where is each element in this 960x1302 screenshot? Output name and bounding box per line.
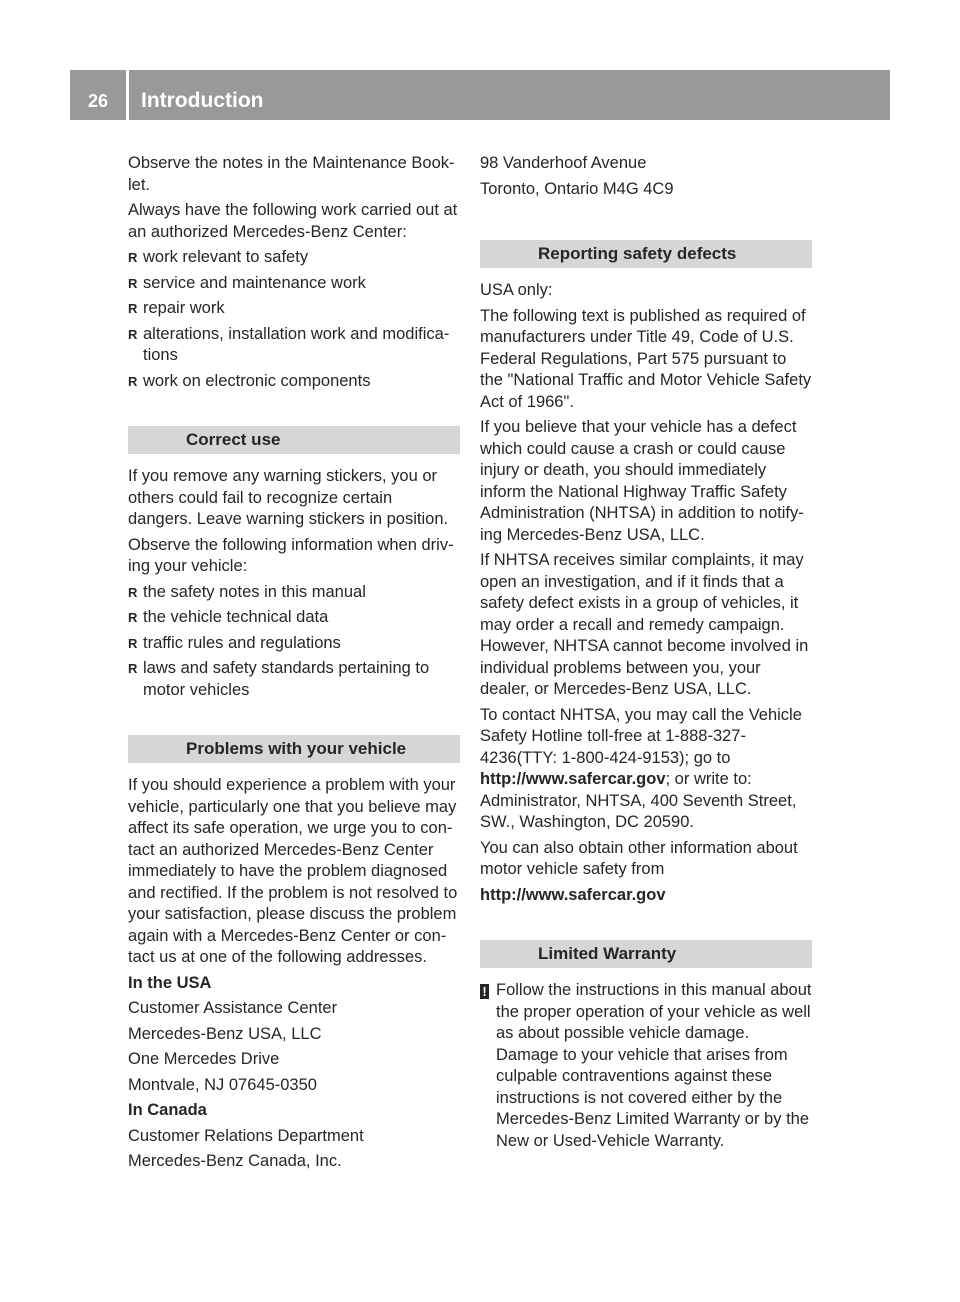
usa-address-line: One Mercedes Drive <box>128 1050 280 1068</box>
safercar-link[interactable]: http://www.safercar.gov <box>480 770 666 788</box>
reporting-paragraph-2: If you believe that your vehicle has a defect which could cause a crash or could cause injury or death, you should immediately inform the National Highway Traffic Safety Administration (NHTSA) in addition to notify-ing Mercedes-Benz USA, LLC. <box>480 418 804 544</box>
bullet-icon: R <box>128 661 138 676</box>
list-item: R work relevant to safety <box>128 247 460 269</box>
section-heading-warranty: Limited Warranty <box>480 940 812 968</box>
usa-address-line: Mercedes-Benz USA, LLC <box>128 1024 322 1043</box>
list-item: R work on electronic components <box>128 371 460 393</box>
reporting-paragraph-1: The following text is published as required of manufacturers under Title 49, Code of U.S. Federal Regulations, Part 575 pursuant to the "National Traffic and Motor Vehicle Safety Act of 1966". <box>480 306 812 411</box>
warning-icon: ! <box>480 984 489 999</box>
canada-address-line: Mercedes-Benz Canada, Inc. <box>128 1152 342 1170</box>
list-item: R traffic rules and regulations <box>128 633 460 655</box>
usa-address-line: Montvale, NJ 07645-0350 <box>128 1075 317 1094</box>
intro-paragraph-1: Observe the notes in the Maintenance Book-let. <box>128 154 455 194</box>
canada-label: In Canada <box>128 1101 207 1119</box>
bullet-icon: R <box>128 326 138 342</box>
right-column <box>480 153 812 1152</box>
bullet-icon: R <box>128 373 138 389</box>
intro-paragraph-2: Always have the following work carried out at an authorized Mercedes-Benz Center: <box>128 201 458 241</box>
list-item: R the vehicle technical data <box>128 607 460 629</box>
reporting-paragraph-3: If NHTSA receives similar complaints, it may open an investigation, and if it finds that a safety defect exists in a group of vehicles, it may order a recall and remedy campaign. However, NHTSA cannot become involved in individual problems between you, your dealer, or Mercedes-Benz USA, LLC. <box>480 551 809 698</box>
usa-only-label: USA only: <box>480 281 553 299</box>
safercar-link-2[interactable]: http://www.safercar.gov <box>480 885 666 904</box>
reporting-paragraph-5: You can also obtain other information about motor vehicle safety from <box>480 838 798 878</box>
page-number: 26 <box>87 91 109 111</box>
section-heading-problems: Problems with your vehicle <box>128 735 460 763</box>
correct-use-paragraph-2: Observe the following information when driv-ing your vehicle: <box>128 535 454 575</box>
section-heading-reporting: Reporting safety defects <box>480 240 812 268</box>
list-item: R alterations, installation work and modifica-tions <box>128 324 450 364</box>
header-divider <box>126 70 129 120</box>
list-item: R laws and safety standards pertaining to motor vehicles <box>128 659 430 699</box>
chapter-title: Introduction <box>141 89 264 112</box>
warranty-warning <box>480 980 812 1152</box>
bullet-icon: R <box>128 250 138 265</box>
list-item: R repair work <box>128 298 460 320</box>
left-column <box>128 153 460 1177</box>
warranty-text: Follow the instructions in this manual about the proper operation of your vehicle as well as about possible vehicle damage. Damage to your vehicle that arises from culpable contraventions against these instructions is not covered either by the Mercedes-Benz Limited Warranty or by the New or Used-Vehicle Warranty. <box>496 981 812 1150</box>
section-heading-correct-use: Correct use <box>128 426 460 454</box>
usa-label: In the USA <box>128 973 212 992</box>
problems-paragraph: If you should experience a problem with your vehicle, particularly one that you believe may affect its safe operation, we urge you to con-tact an authorized Mercedes-Benz Center immediately to have the problem diagnosed and rectified. If the problem is not resolved to your satisfaction, please discuss the problem again with a Mercedes-Benz Center or con-tact us at one of the following addresses. <box>128 776 458 966</box>
correct-use-paragraph-1: If you remove any warning stickers, you or others could fail to recognize certain dangers. Leave warning stickers in position. <box>128 467 449 528</box>
canada-address-line: 98 Vanderhoof Avenue <box>480 154 647 172</box>
reporting-paragraph-4: To contact NHTSA, you may call the Vehicle Safety Hotline toll-free at 1-888-327-4236(TTY: 1-800-424-9153); go to http://www.safercar.gov; or write to: Administrator, NHTSA, 400 Seventh Street, SW., Washington, DC 20590. <box>480 705 802 831</box>
bullet-icon: R <box>128 610 138 625</box>
bullet-icon: R <box>128 301 138 316</box>
bullet-icon: R <box>128 275 138 291</box>
list-item: R the safety notes in this manual <box>128 582 460 604</box>
canada-address-line: Customer Relations Department <box>128 1126 364 1145</box>
canada-address-line: Toronto, Ontario M4G 4C9 <box>480 179 674 198</box>
list-item: R service and maintenance work <box>128 273 460 295</box>
bullet-icon: R <box>128 635 138 651</box>
usa-address-line: Customer Assistance Center <box>128 999 338 1017</box>
bullet-icon: R <box>128 584 138 600</box>
